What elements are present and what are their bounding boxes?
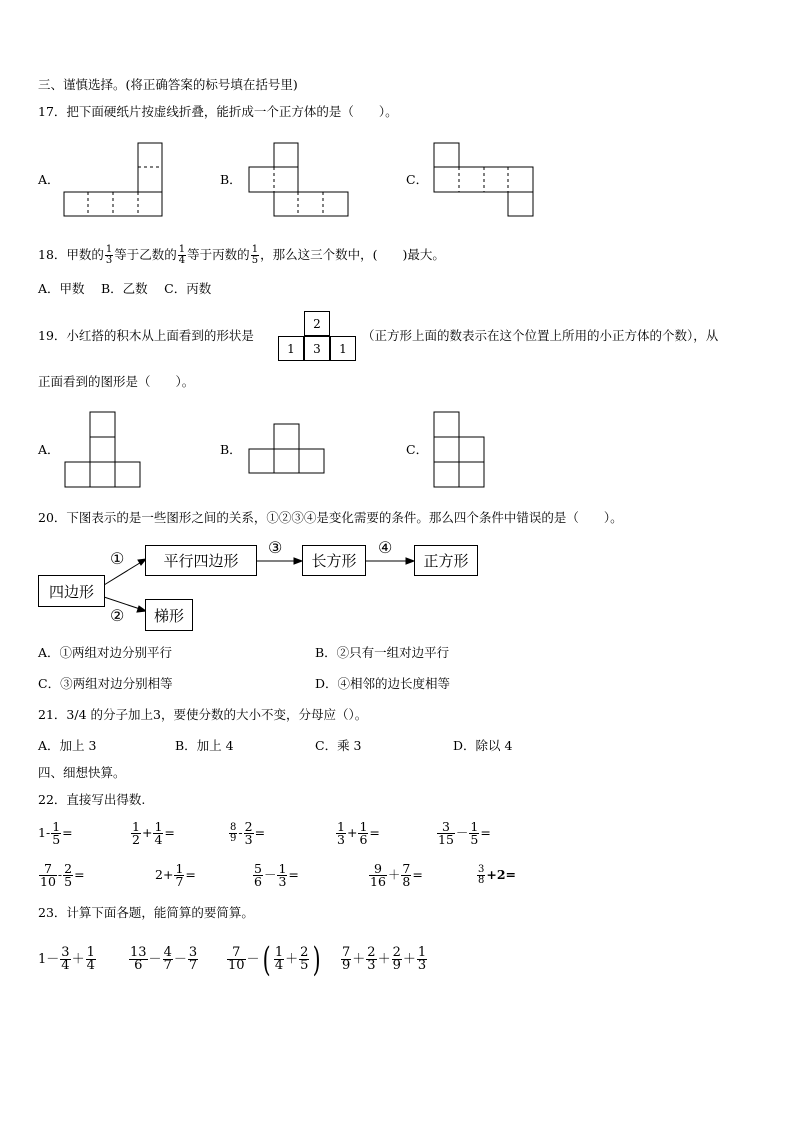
q20-box-square: 正方形 [414,545,478,576]
q18-stem [38,242,445,268]
q23-expr-1: 1－ $\frac{3}{4}$ ＋ $\frac{1}{4}$ [38,945,95,973]
q23-expr-4: $\frac{7}{9}$ ＋ $\frac{2}{3}$ ＋ $\frac{2}{9}$ ＋ $\frac{1}{3}$ [342,945,427,973]
q18-text-3: 等于丙数的 [187,247,250,262]
q20-condition-3: ③ [268,538,283,557]
q19-figure-b [249,424,324,473]
q19-stem-1: 19．小红搭的积木从上面看到的形状是 [38,328,254,343]
q22-stem: 22．直接写出得数. [38,792,146,807]
q21-option-a: A．加上 3 [38,738,97,753]
q18-options: A．甲数 B．乙数 C．丙数 [38,281,212,296]
q20-condition-2: ② [110,606,125,625]
q19-grid-bottom-2: 3 [304,336,330,361]
q20-box-parallelogram: 平行四边形 [145,545,257,576]
q20-box-quadrilateral: 四边形 [38,575,105,607]
q22-expr-9: $\frac{9}{16}$ ＋ $\frac{7}{8}$ = [370,861,423,889]
q22-expr-1: 1- $\frac{1}{5}$ = [38,819,73,847]
q19-stem-3: 正面看到的图形是（ ）。 [38,374,195,389]
q22-expr-7: 2+ $\frac{1}{7}$ = [155,861,196,889]
q20-condition-1: ① [110,549,125,568]
section-4-title: 四、细想快算。 [38,765,126,780]
q17-net-c [434,143,533,216]
q18-text-1: 18．甲数的 [38,247,104,262]
q20-option-c: C．③两组对边分别相等 [38,676,173,691]
q23-stem: 23．计算下面各题，能简算的要简算。 [38,905,254,920]
q17-net-b [249,143,348,216]
q17-stem: 17．把下面硬纸片按虚线折叠，能折成一个正方体的是（ ）。 [38,104,398,119]
q23-expr-3: $\frac{7}{10}$ －( $\frac{1}{4}$ ＋ $\frac{2}{5}$ ) [228,939,322,980]
q19-option-b-label: B． [220,442,242,457]
q20-box-trapezoid: 梯形 [145,599,193,631]
q19-grid-top: 2 [304,311,330,336]
q18-fraction-2: $\frac{1}{4}$ [178,244,186,266]
q18-fraction-3: $\frac{1}{5}$ [251,244,259,266]
q19-figure-a [65,412,140,487]
section-3-title: 三、谨慎选择。(将正确答案的标号填在括号里) [38,77,298,92]
q21-option-b: B．加上 4 [175,738,234,753]
q19-figure-c [434,412,484,487]
q18-fraction-1: $\frac{1}{3}$ [105,244,113,266]
q17-option-c-label: C． [406,172,429,187]
q19-option-a-label: A． [38,442,60,457]
q21-option-c: C．乘 3 [315,738,362,753]
q17-option-a-label: A． [38,172,60,187]
q20-option-d: D．④相邻的边长度相等 [315,676,451,691]
q20-condition-4: ④ [378,538,393,557]
q20-stem: 20．下图表示的是一些图形之间的关系，①②③④是变化需要的条件。那么四个条件中错误的是（ ）。 [38,510,623,525]
q22-expr-10: $\frac{3}{8}$ +2= [478,864,517,886]
q18-text-4: ，那么这三个数中，( )最大。 [260,247,445,262]
q22-expr-5: $\frac{3}{15}$ － $\frac{1}{5}$ = [438,819,491,847]
left-parenthesis: ( [262,939,271,980]
q23-expr-2: $\frac{13}{6}$ － $\frac{4}{7}$ － $\frac{3}{7}$ [130,945,198,973]
q19-stem-2: （正方形上面的数表示在这个位置上所用的小正方体的个数），从 [362,328,719,343]
q22-expr-6: $\frac{7}{10}$ - $\frac{2}{5}$ = [40,861,85,889]
q21-stem: 21．3/4 的分子加上3，要使分数的大小不变，分母应（）。 [38,707,368,722]
q22-expr-3: $\frac{8}{9}$ - $\frac{2}{3}$ = [230,819,266,847]
q19-option-c-label: C． [406,442,429,457]
q19-grid-bottom-3: 1 [330,336,356,361]
q17-net-a [64,143,162,216]
right-parenthesis: ) [313,939,322,980]
q20-option-b: B．②只有一组对边平行 [315,645,450,660]
q17-option-b-label: B． [220,172,242,187]
q21-option-d: D．除以 4 [453,738,513,753]
q22-expr-2: $\frac{1}{2}$ + $\frac{1}{4}$ = [132,819,175,847]
q20-option-a: A．①两组对边分别平行 [38,645,173,660]
q19-grid-bottom-1: 1 [278,336,304,361]
q20-box-rectangle: 长方形 [302,545,366,576]
q22-expr-4: $\frac{1}{3}$ + $\frac{1}{6}$ = [337,819,380,847]
q18-text-2: 等于乙数的 [114,247,177,262]
q22-expr-8: $\frac{5}{6}$ － $\frac{1}{3}$ = [254,861,299,889]
